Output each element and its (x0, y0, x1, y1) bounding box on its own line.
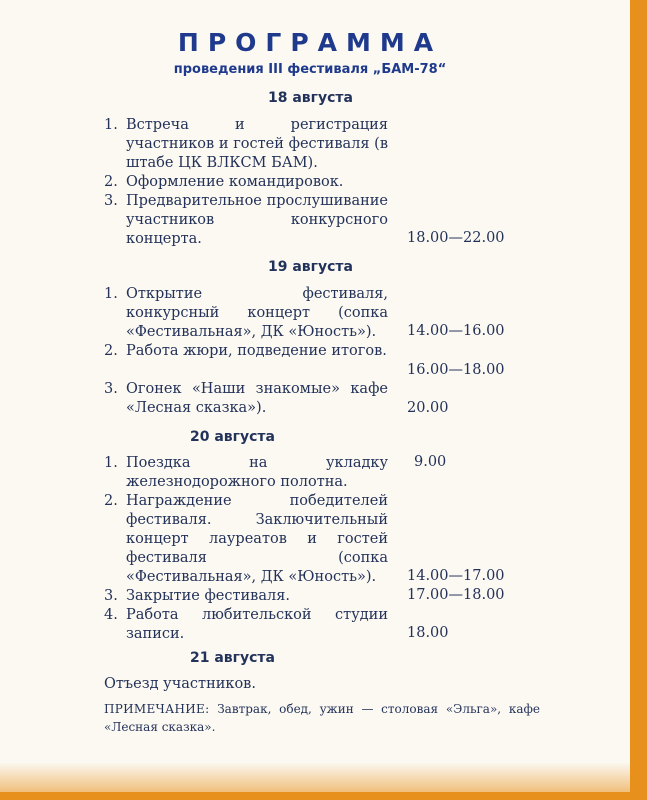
list-item (104, 380, 389, 418)
item-time: 14.00—17.00 (407, 568, 505, 584)
item-text: Награждение победителей фестиваля. Заключительный концерт лауреатов и гостей фестиваля (сопка «Фестивальная», ДК «Юность»). (126, 493, 388, 585)
item-number: 3. (104, 381, 118, 397)
item-time: 17.00—18.00 (407, 587, 505, 603)
item-text: Огонек «Наши знакомые» кафе «Лесная сказка»). (126, 381, 388, 416)
item-number: 3. (104, 588, 118, 604)
item-number: 3. (104, 193, 118, 209)
item-time: 16.00—18.00 (407, 362, 505, 378)
item-text: Поездка на укладку железнодорожного полотна. (126, 455, 388, 490)
item-time: 14.00—16.00 (407, 323, 505, 339)
item-number: 2. (104, 174, 118, 190)
list-item (104, 454, 389, 492)
list-item (104, 285, 389, 342)
list-item (104, 192, 389, 249)
day-heading-20: 20 августа (190, 429, 275, 445)
item-text: Открытие фестиваля, конкурсный концерт (сопка «Фестивальная», ДК «Юность»). (126, 286, 388, 340)
item-number: 2. (104, 493, 118, 509)
item-text: Работа любительской студии записи. (126, 607, 388, 642)
note-text: Завтрак, обед, ужин — столовая «Эльга», кафе «Лесная сказка». (104, 702, 540, 734)
item-time: 9.00 (414, 454, 447, 470)
list-item (104, 342, 389, 380)
departure-text: Отъезд участников. (104, 676, 256, 692)
item-text: Работа жюри, подведение итогов. (126, 343, 387, 359)
item-number: 2. (104, 343, 118, 359)
item-number: 1. (104, 286, 118, 302)
item-number: 4. (104, 607, 118, 623)
list-item (104, 606, 389, 644)
day-heading-21: 21 августа (190, 650, 275, 666)
item-number: 1. (104, 455, 118, 471)
item-time: 18.00—22.00 (407, 230, 505, 246)
page-subtitle: проведения III фестиваля „БАМ-78“ (173, 62, 447, 77)
day-heading-19: 19 августа (268, 259, 353, 275)
list-item (104, 173, 389, 192)
item-text: Предварительное прослушивание участников конкурсного концерта. (126, 193, 388, 247)
page-title: ПРОГРАММА (177, 28, 443, 57)
list-item (104, 492, 389, 587)
item-time: 18.00 (407, 625, 449, 641)
list-item (104, 116, 389, 173)
list-item (104, 587, 389, 606)
item-text: Встреча и регистрация участников и гостей фестиваля (в штабе ЦК ВЛКСМ БАМ). (126, 117, 388, 171)
item-text: Закрытие фестиваля. (126, 588, 290, 604)
item-number: 1. (104, 117, 118, 133)
note-label: ПРИМЕЧАНИЕ: (104, 702, 210, 716)
note (104, 700, 540, 736)
day-heading-18: 18 августа (268, 90, 353, 106)
item-time: 20.00 (407, 400, 449, 416)
item-text: Оформление командировок. (126, 174, 344, 190)
